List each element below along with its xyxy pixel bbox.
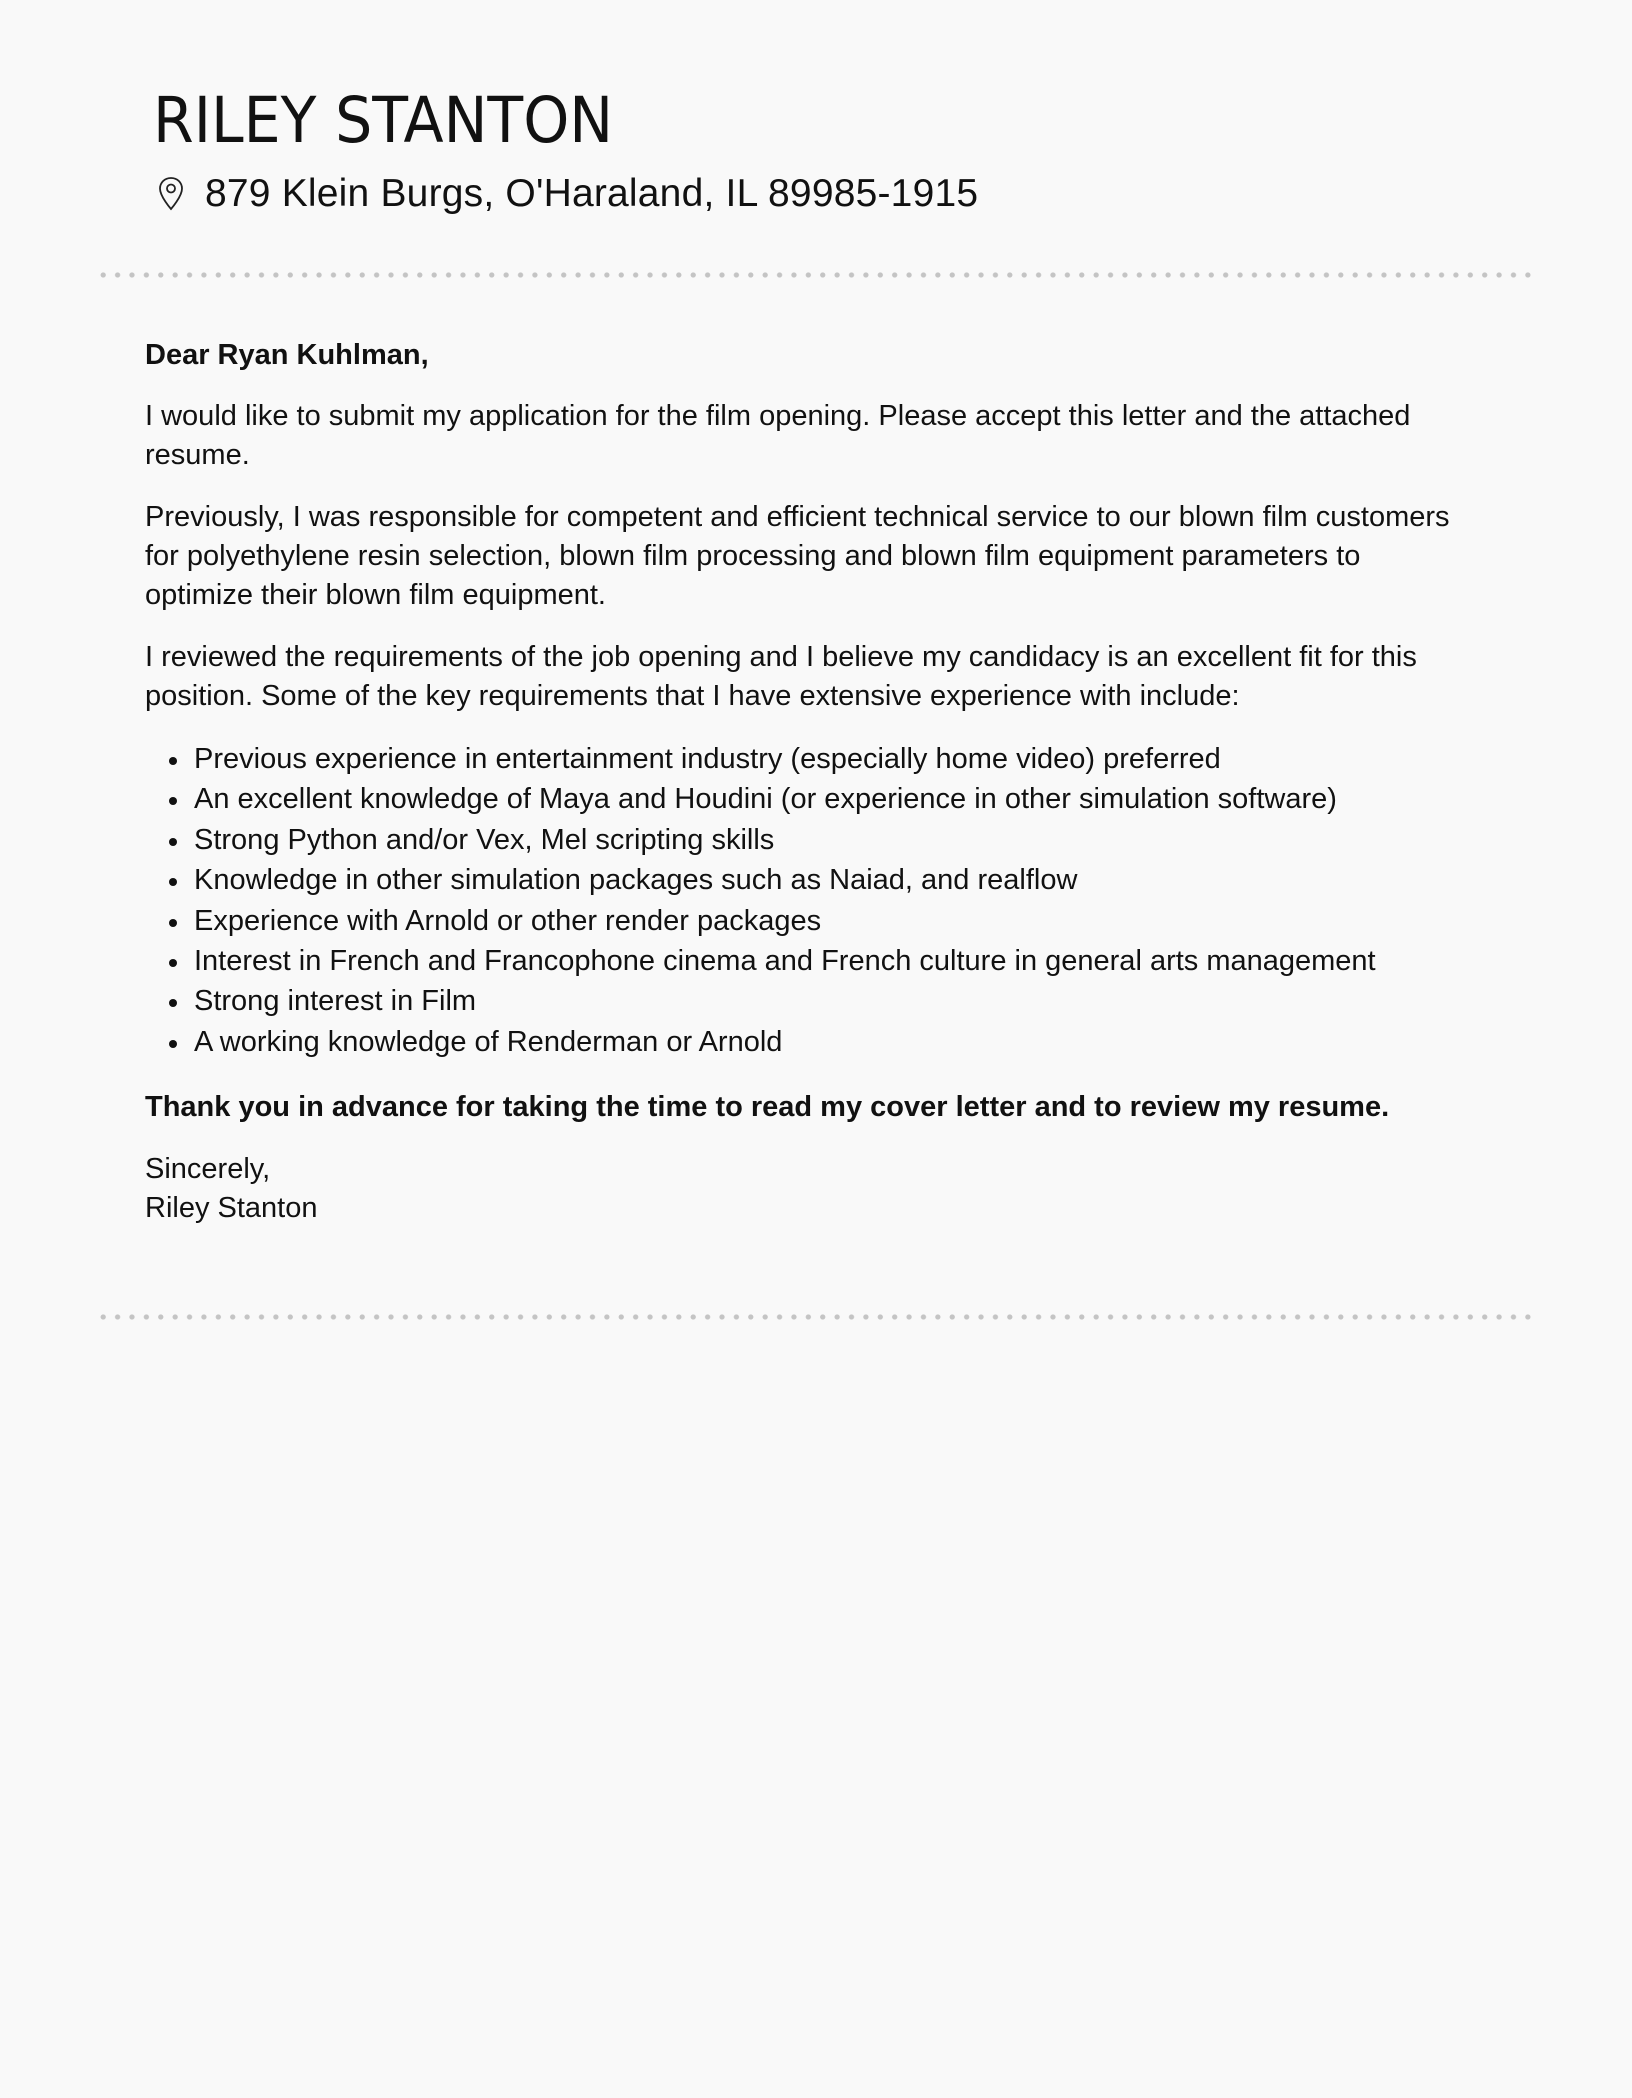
applicant-name: RILEY STANTON — [153, 84, 614, 157]
paragraph-experience: Previously, I was responsible for competent and efficient technical service to our blown film customers for polyethylene resin selection, blown film processing and blown film equipment parameters to optimize their blown film equipment. — [145, 501, 1450, 611]
location-pin-icon — [157, 176, 185, 212]
requirement-item: Previous experience in entertainment industry (especially home video) preferred — [145, 739, 1475, 779]
letter-header — [153, 78, 978, 220]
paragraph-requirements: I reviewed the requirements of the job opening and I believe my candidacy is an excellent fit for this position. Some of the key requirements that I have extensive experience with include: — [145, 641, 1417, 712]
requirement-item: A working knowledge of Renderman or Arnold — [145, 1022, 1475, 1062]
address-row — [153, 168, 978, 220]
letter-body — [145, 336, 1475, 1228]
salutation: Dear Ryan Kuhlman, — [145, 339, 429, 371]
bottom-dotted-divider — [96, 1314, 1532, 1320]
requirement-item: Strong Python and/or Vex, Mel scripting skills — [145, 820, 1475, 860]
requirement-item: An excellent knowledge of Maya and Houdini (or experience in other simulation software) — [145, 779, 1475, 819]
requirement-item: Interest in French and Francophone cinema and French culture in general arts management — [145, 941, 1475, 981]
requirement-item: Strong interest in Film — [145, 981, 1475, 1021]
requirement-item: Experience with Arnold or other render packages — [145, 901, 1475, 941]
signature: Riley Stanton — [145, 1192, 318, 1225]
signoff: Sincerely, — [145, 1153, 271, 1186]
requirements-list — [145, 739, 1475, 1062]
requirement-item: Knowledge in other simulation packages such as Naiad, and realflow — [145, 860, 1475, 900]
closing-statement: Thank you in advance for taking the time to read my cover letter and to review my resume. — [145, 1091, 1390, 1124]
applicant-address: 879 Klein Burgs, O'Haraland, IL 89985-1915 — [205, 172, 979, 215]
paragraph-intro: I would like to submit my application for the film opening. Please accept this letter and the attached resume. — [145, 400, 1411, 471]
top-dotted-divider — [96, 272, 1532, 278]
